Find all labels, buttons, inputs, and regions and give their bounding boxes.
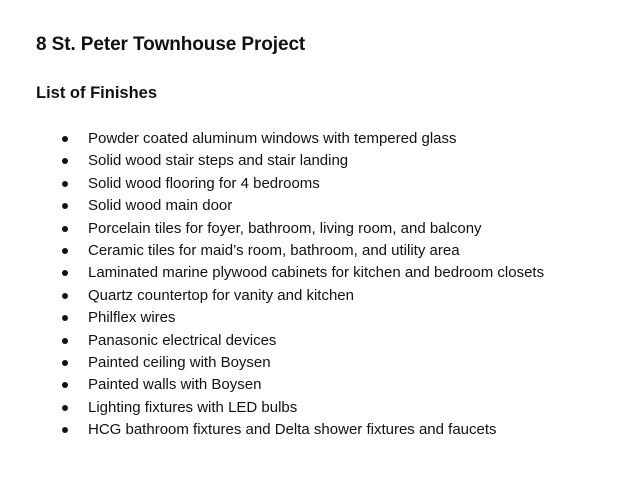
list-item-text: Quartz countertop for vanity and kitchen [88,286,354,304]
bullet-icon [62,248,68,254]
bullet-icon [62,315,68,321]
list-item-text: Powder coated aluminum windows with tempered glass [88,130,457,147]
list-item-text: Philflex wires [88,309,176,327]
list-item-text: Laminated marine plywood cabinets for kitchen and bedroom closets [88,264,545,282]
bullet-icon [62,427,68,433]
bullet-icon [62,181,68,187]
bullet-icon [62,360,68,366]
section-heading: List of Finishes [36,84,158,102]
list-item-text: Ceramic tiles for maid’s room, bathroom, and utility area [88,241,460,259]
bullet-icon [62,338,68,344]
list-item-text: Solid wood stair steps and stair landing [88,152,349,170]
list-item-text: Porcelain tiles for foyer, bathroom, living room, and balcony [88,219,482,237]
list-item-text: Solid wood main door [88,197,233,215]
list-item-text: Painted ceiling with Boysen [88,353,271,371]
list-item-text: Panasonic electrical devices [88,331,277,349]
list-item-text: Painted walls with Boysen [88,376,262,394]
bullet-icon [62,293,68,299]
list-item-text: Solid wood flooring for 4 bedrooms [88,174,320,192]
bullet-icon [62,405,68,411]
bullet-icon [62,382,68,388]
bullet-icon [62,270,68,276]
bullet-icon [62,226,68,232]
bullet-icon [62,136,68,142]
list-item-text: Lighting fixtures with LED bulbs [88,398,298,416]
document-title: 8 St. Peter Townhouse Project [36,34,306,55]
bullet-icon [62,158,68,164]
list-item-text: HCG bathroom fixtures and Delta shower fixtures and faucets [88,421,497,439]
bullet-icon [62,203,68,209]
